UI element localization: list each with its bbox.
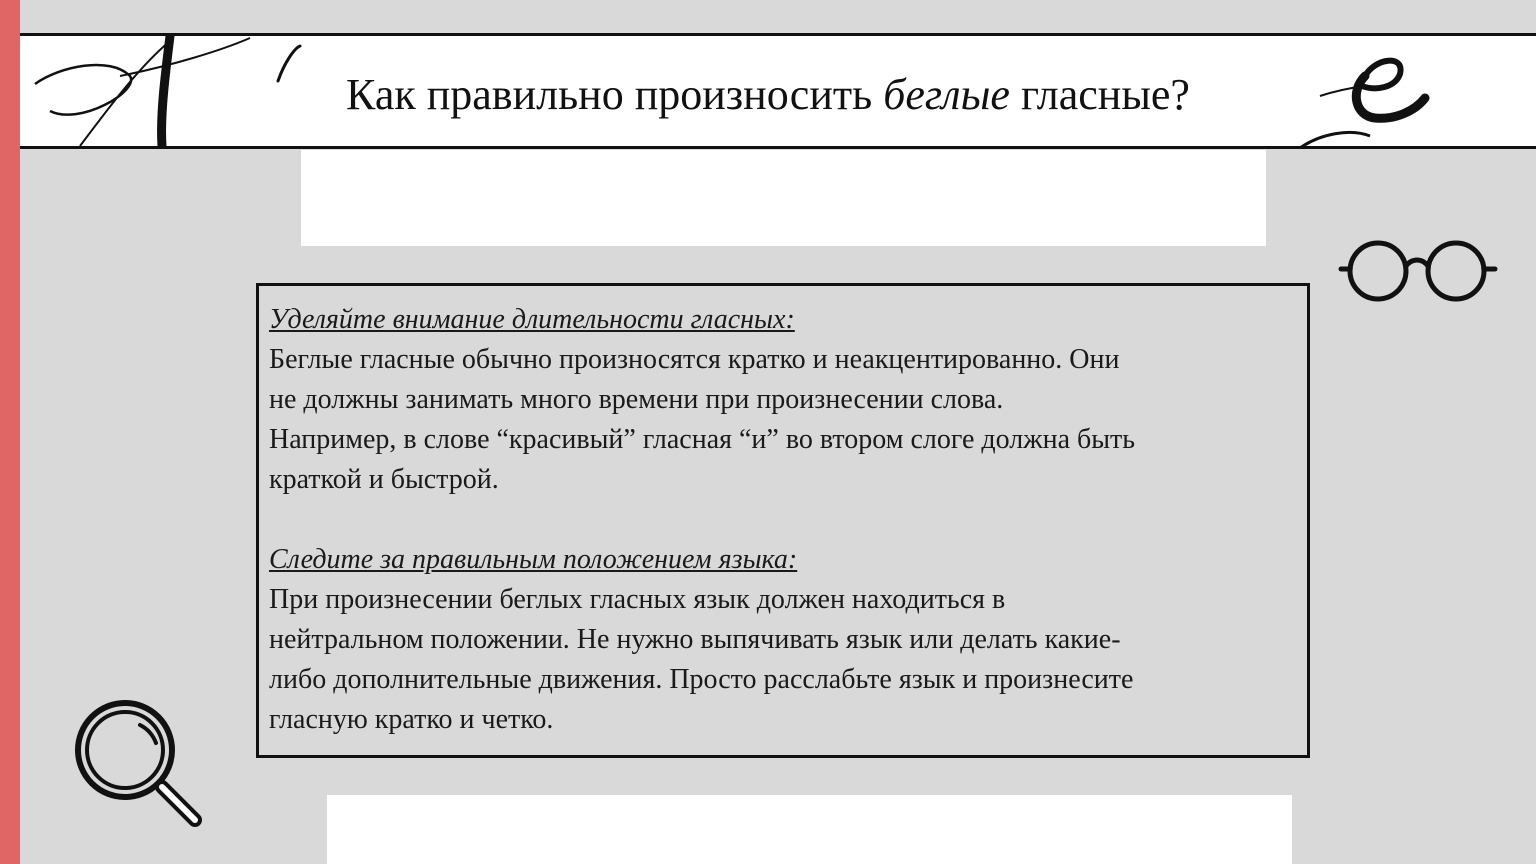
title-italic: беглые [883,70,1010,119]
page-title [0,37,1536,153]
text-line: Например, в слове “красивый” гласная “и” во втором слоге должна быть [269,424,1136,455]
glasses-icon [1338,236,1498,306]
text-line: либо дополнительные движения. Просто расслабьте язык и произнесите [269,664,1134,695]
title-suffix: гласные? [1009,70,1190,119]
placeholder-white-panel-top [301,150,1266,246]
text-line: Беглые гласные обычно произносятся кратко и неакцентированно. Они [269,344,1120,375]
text-line: нейтральном положении. Не нужно выпячивать язык или делать какие- [269,624,1121,655]
text-line: гласную кратко и четко. [269,704,554,735]
section-heading: Уделяйте внимание длительности гласных: [269,304,795,335]
section-heading: Следите за правильным положением языка: [269,544,798,575]
title-band [20,33,1536,149]
title-prefix: Как правильно произносить [346,70,884,119]
magnifier-icon [70,695,210,835]
content-box [256,283,1310,758]
text-line: не должны занимать много времени при произнесении слова. [269,384,1004,415]
placeholder-white-panel-bottom [327,795,1292,864]
text-line: краткой и быстрой. [269,464,499,495]
text-line: При произнесении беглых гласных язык должен находиться в [269,584,1006,615]
